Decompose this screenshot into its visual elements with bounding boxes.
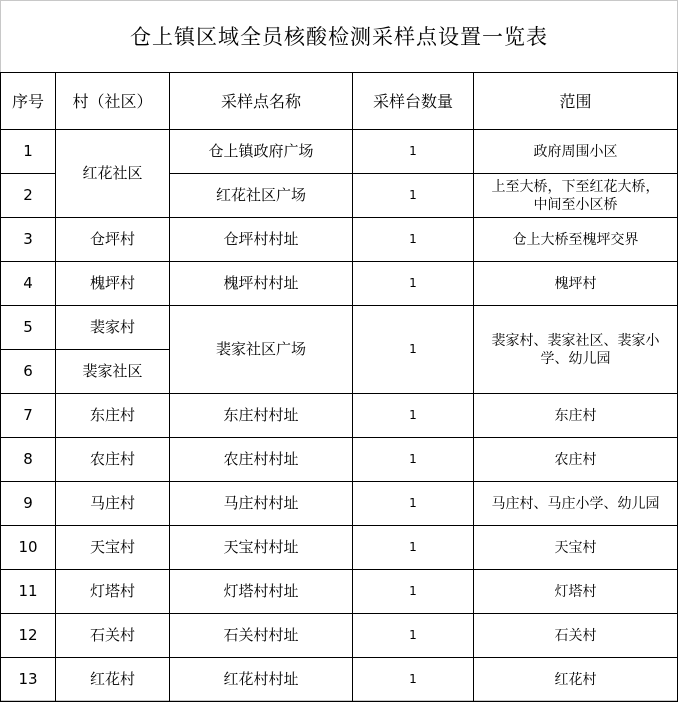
row-village: 红花村 [56,658,170,702]
row-index: 5 [1,306,56,350]
row-count: 1 [353,438,474,482]
row-site: 裴家社区广场 [170,306,353,394]
row-count: 1 [353,130,474,174]
row-count: 1 [353,306,474,394]
row-count: 1 [353,394,474,438]
row-index: 9 [1,482,56,526]
table-row [1,438,678,482]
table-row [1,130,678,174]
row-range [474,306,678,394]
table-row [1,394,678,438]
row-count: 1 [353,174,474,218]
table-row [1,658,678,702]
row-index: 12 [1,614,56,658]
row-range: 马庄村、马庄小学、幼儿园 [474,482,678,526]
row-index: 1 [1,130,56,174]
row-count: 1 [353,570,474,614]
row-site: 东庄村村址 [170,394,353,438]
table-row [1,614,678,658]
row-range: 槐坪村 [474,262,678,306]
header-index: 序号 [1,73,56,130]
table-row [1,218,678,262]
row-site: 红花社区广场 [170,174,353,218]
row-index: 3 [1,218,56,262]
row-site: 农庄村村址 [170,438,353,482]
table-row [1,482,678,526]
row-site: 马庄村村址 [170,482,353,526]
row-village: 裴家村 [56,306,170,350]
row-range: 石关村 [474,614,678,658]
row-village: 农庄村 [56,438,170,482]
table-row [1,262,678,306]
row-site: 天宝村村址 [170,526,353,570]
row-index: 11 [1,570,56,614]
row-range: 红花村 [474,658,678,702]
row-site: 槐坪村村址 [170,262,353,306]
row-count: 1 [353,658,474,702]
row-village: 东庄村 [56,394,170,438]
row-index: 2 [1,174,56,218]
sampling-site-table [0,72,678,702]
row-range: 仓上大桥至槐坪交界 [474,218,678,262]
row-index: 6 [1,350,56,394]
table-row [1,570,678,614]
row-index: 10 [1,526,56,570]
header-row [1,73,678,130]
page-title: 仓上镇区域全员核酸检测采样点设置一览表 [130,25,548,49]
row-village: 天宝村 [56,526,170,570]
table-row [1,306,678,350]
row-site: 仓上镇政府广场 [170,130,353,174]
row-index: 13 [1,658,56,702]
header-count: 采样台数量 [353,73,474,130]
row-range [474,174,678,218]
header-village: 村（社区） [56,73,170,130]
row-range: 天宝村 [474,526,678,570]
row-site: 红花村村址 [170,658,353,702]
row-village: 马庄村 [56,482,170,526]
row-village: 红花社区 [56,130,170,218]
row-site: 灯塔村村址 [170,570,353,614]
range-line: 学、幼儿园 [540,350,611,367]
row-site: 仓坪村村址 [170,218,353,262]
header-range: 范围 [474,73,678,130]
row-range: 农庄村 [474,438,678,482]
row-count: 1 [353,218,474,262]
row-village: 灯塔村 [56,570,170,614]
row-site: 石关村村址 [170,614,353,658]
range-line: 上至大桥，下至红花大桥， [491,178,660,195]
row-index: 4 [1,262,56,306]
row-count: 1 [353,262,474,306]
row-range: 政府周围小区 [474,130,678,174]
row-count: 1 [353,614,474,658]
row-count: 1 [353,482,474,526]
row-village: 石关村 [56,614,170,658]
row-village: 槐坪村 [56,262,170,306]
row-range: 东庄村 [474,394,678,438]
row-range: 灯塔村 [474,570,678,614]
range-line: 中间至小区桥 [533,196,618,213]
table-row [1,526,678,570]
range-line: 裴家村、裴家社区、裴家小 [491,332,660,349]
row-index: 8 [1,438,56,482]
row-count: 1 [353,526,474,570]
row-village: 仓坪村 [56,218,170,262]
row-village: 裴家社区 [56,350,170,394]
header-site: 采样点名称 [170,73,353,130]
row-index: 7 [1,394,56,438]
